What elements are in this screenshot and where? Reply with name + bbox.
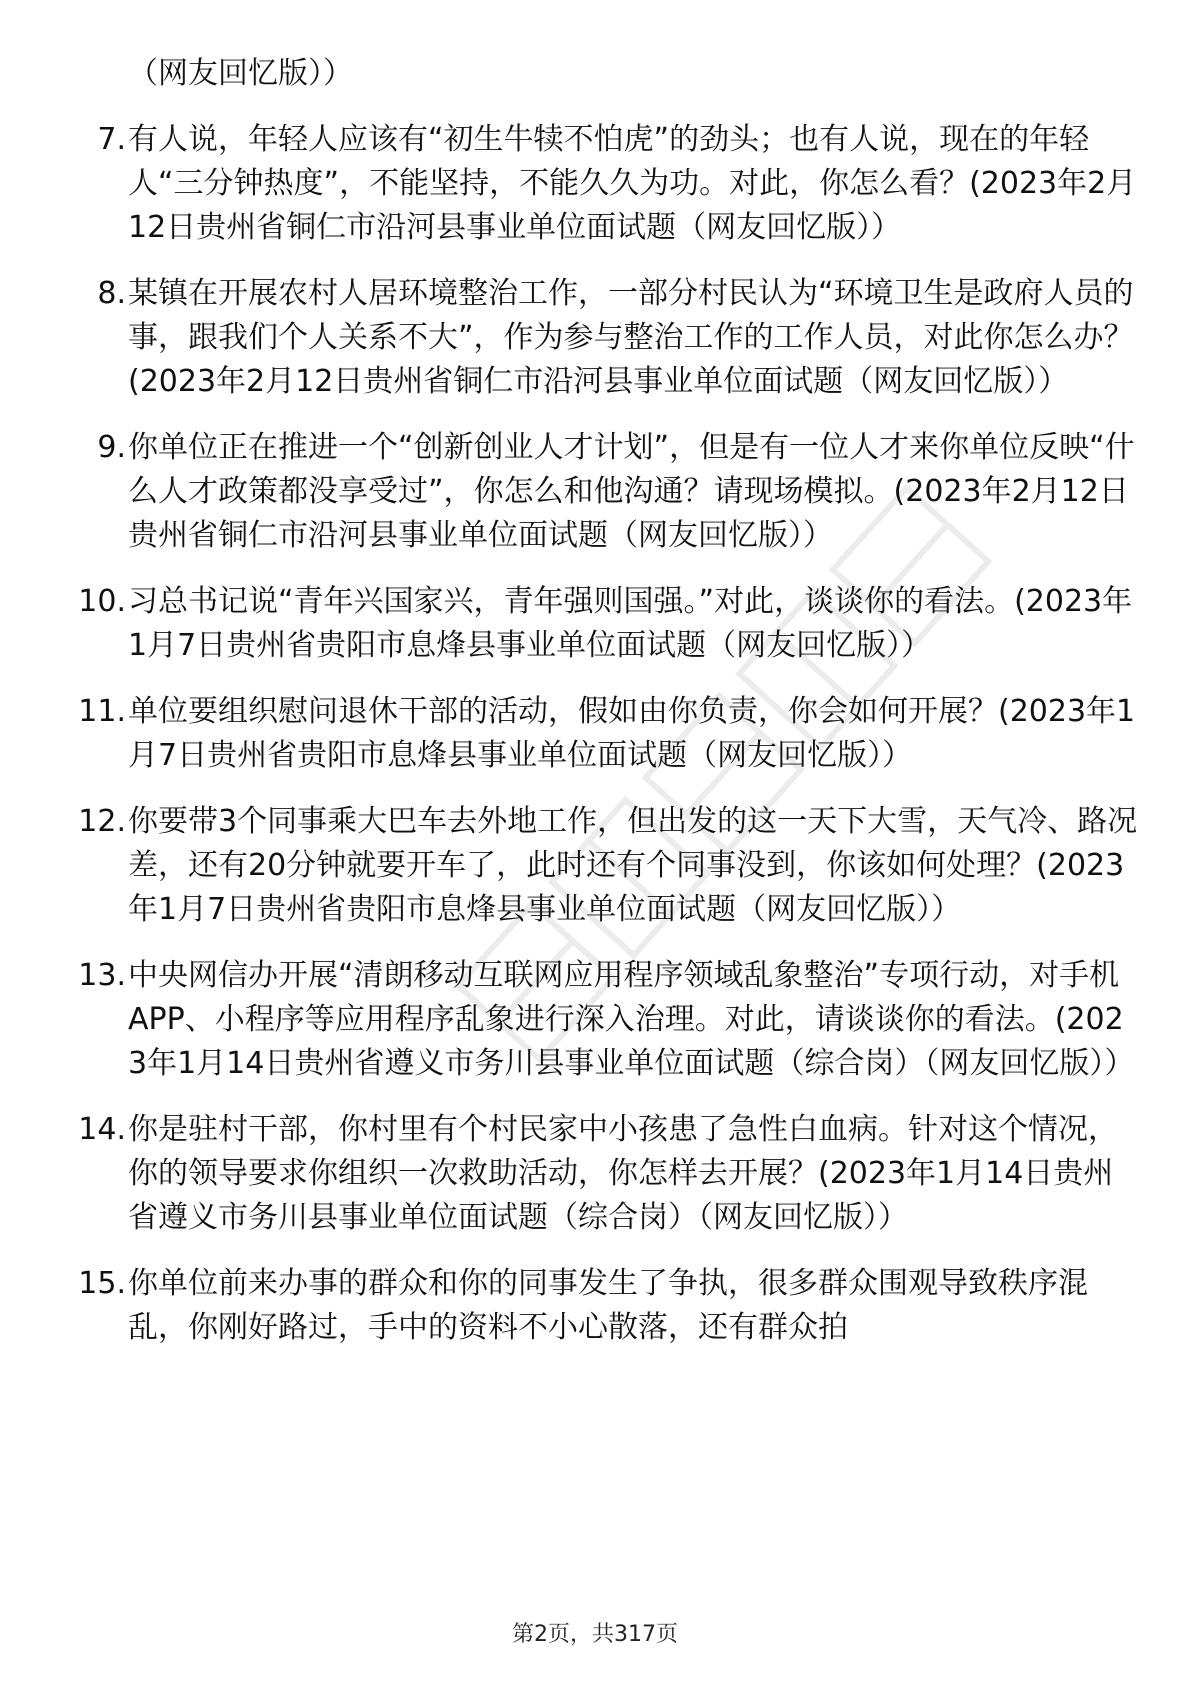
list-item xyxy=(0,690,1190,778)
item-text: 你单位正在推进一个“创新创业人才计划”，但是有一位人才来你单位反映“什么人才政策都没享受过”，你怎么和他沟通？请现场模拟。(2023年2月12日贵州省铜仁市沿河县事业单位面试题（网友回忆版）） xyxy=(128,430,1135,553)
item-text: 有人说，年轻人应该有“初生牛犊不怕虎”的劲头；也有人说，现在的年轻人“三分钟热度”，不能坚持，不能久久为功。对此，你怎么看？(2023年2月12日贵州省铜仁市沿河县事业单位面试题（网友回忆版）） xyxy=(128,122,1137,245)
item-number: 15. xyxy=(78,1266,126,1301)
item-text: 你是驻村干部，你村里有个村民家中小孩患了急性白血病。针对这个情况，你的领导要求你组织一次救助活动，你怎样去开展？(2023年1月14日贵州省遵义市务川县事业单位面试题（综合岗）（网友回忆版）） xyxy=(128,1112,1118,1235)
item-number: 7. xyxy=(97,122,126,157)
list-item xyxy=(0,1108,1190,1240)
item-number: 12. xyxy=(78,804,126,839)
item-number: 14. xyxy=(78,1112,126,1147)
list-item xyxy=(0,272,1190,404)
list-item xyxy=(0,426,1190,558)
item-number: 9. xyxy=(97,430,126,465)
list-item xyxy=(0,800,1190,932)
list-item xyxy=(0,580,1190,668)
list-item xyxy=(0,118,1190,250)
page-footer: 第2页，共317页 xyxy=(512,1622,678,1647)
item-number: 13. xyxy=(78,958,126,993)
item-text: 你单位前来办事的群众和你的同事发生了争执，很多群众围观导致秩序混乱，你刚好路过，手中的资料不小心散落，还有群众拍 xyxy=(128,1266,1088,1345)
item-text: 习总书记说“青年兴国家兴，青年强则国强。”对此，谈谈你的看法。(2023年1月7日贵州省贵阳市息烽县事业单位面试题（网友回忆版）） xyxy=(128,584,1133,663)
item-number: 10. xyxy=(78,584,126,619)
item-text: 单位要组织慰问退休干部的活动，假如由你负责，你会如何开展？(2023年1月7日贵州省贵阳市息烽县事业单位面试题（网友回忆版）） xyxy=(128,694,1136,773)
item-number: 11. xyxy=(78,694,126,729)
item-text: 某镇在开展农村人居环境整治工作，一部分村民认为“环境卫生是政府人员的事，跟我们个人关系不大”，作为参与整治工作的工作人员，对此你怎么办？(2023年2月12日贵州省铜仁市沿河县事业单位面试题（网友回忆版）） xyxy=(128,276,1134,399)
item-text: 中央网信办开展“清朗移动互联网应用程序领域乱象整治”专项行动，对手机APP、小程序等应用程序乱象进行深入治理。对此，请谈谈你的看法。(2023年1月14日贵州省遵义市务川县事业单位面试题（综合岗）（网友回忆版）） xyxy=(128,958,1135,1081)
list-item xyxy=(0,1262,1190,1350)
item-text: 你要带3个同事乘大巴车去外地工作，但出发的这一天下大雪，天气冷、路况差，还有20分钟就要开车了，此时还有个同事没到，你该如何处理？(2023年1月7日贵州省贵阳市息烽县事业单位面试题（网友回忆版）） xyxy=(128,804,1138,927)
list-item xyxy=(0,954,1190,1086)
item-number: 8. xyxy=(97,276,126,311)
question-list xyxy=(0,118,1190,1372)
continuation-line: （网友回忆版）） xyxy=(128,56,353,91)
